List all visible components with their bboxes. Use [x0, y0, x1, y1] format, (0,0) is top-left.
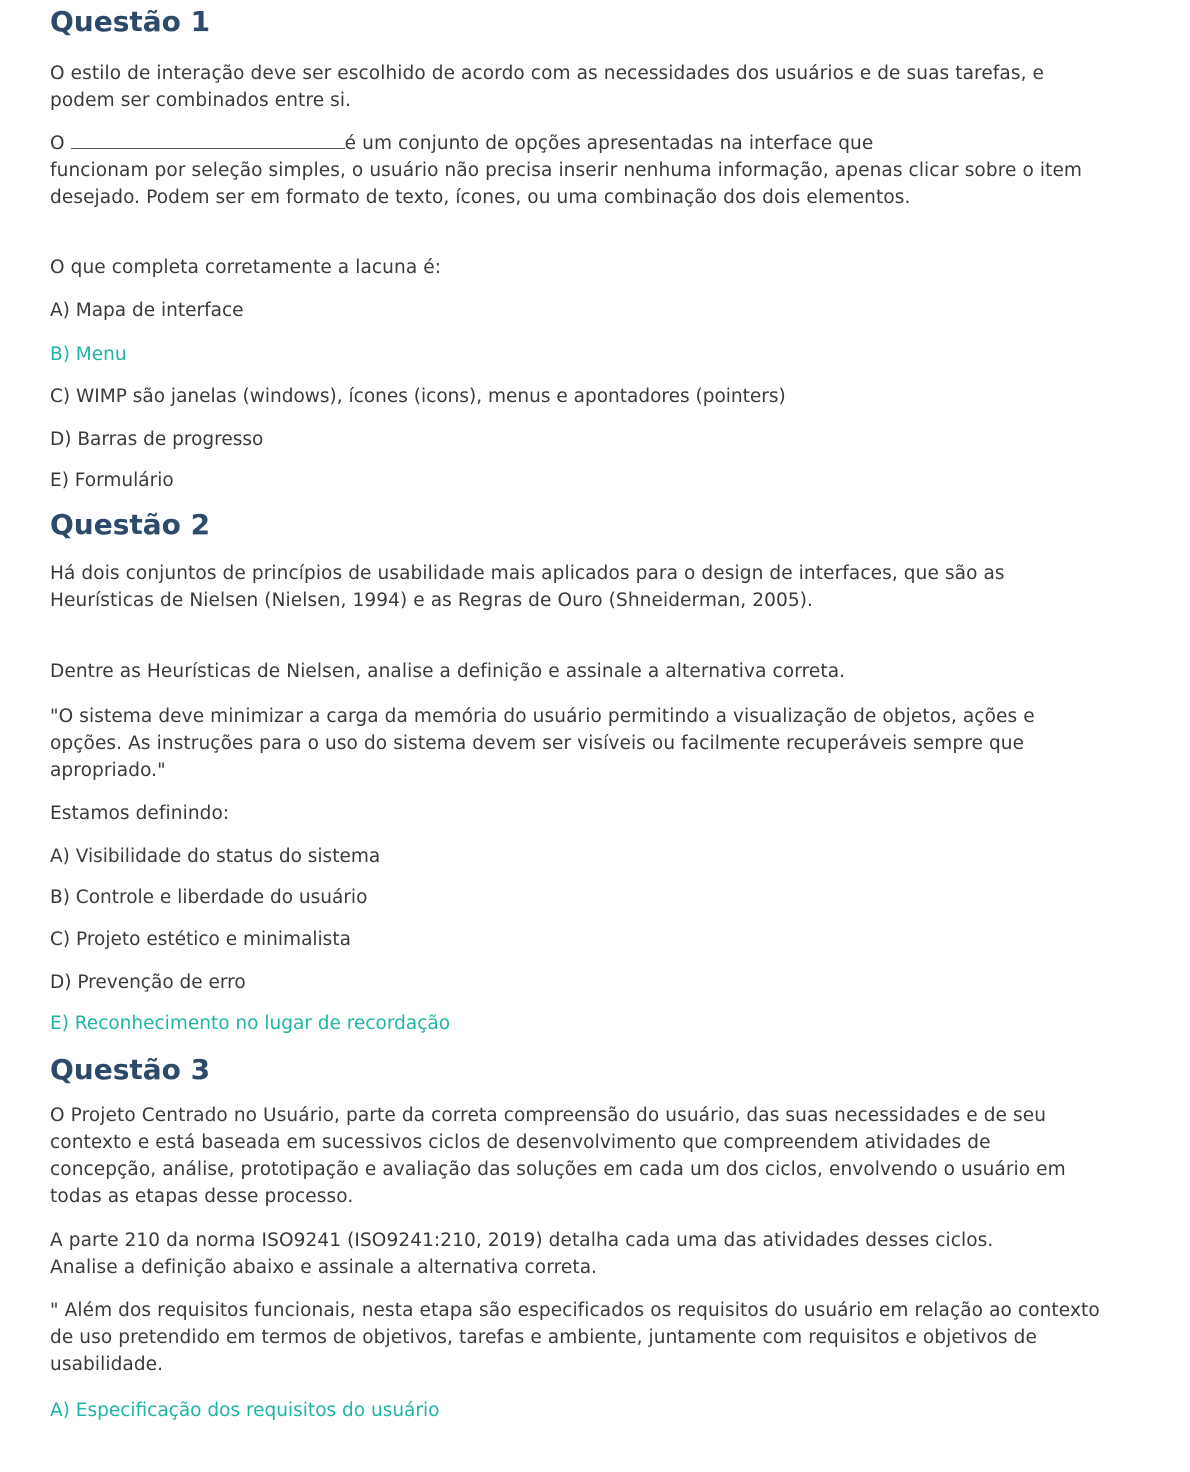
- question-1-prompt: O que completa corretamente a lacuna é:: [50, 257, 442, 278]
- question-1-option-d[interactable]: D) Barras de progresso: [50, 429, 264, 450]
- question-2-quote: "O sistema deve minimizar a carga da memória do usuário permitindo a visualização de objetos, ações e opções. As instruções para o uso do sistema devem ser visíveis ou facilmente recuperáveis sempre que apropriado.": [50, 706, 1035, 781]
- question-3-instruction: A parte 210 da norma ISO9241 (ISO9241:210, 2019) detalha cada uma das atividades desses ciclos. Analise a definição abaixo e assinale a alternativa correta.: [50, 1230, 994, 1278]
- question-1-title: Questão 1: [50, 5, 211, 38]
- statement-line1: é um conjunto de opções apresentadas na interface que: [344, 133, 874, 154]
- question-2-option-e[interactable]: E) Reconhecimento no lugar de recordação: [50, 1013, 451, 1034]
- statement-continuation: funcionam por seleção simples, o usuário não precisa inserir nenhuma informação, apenas clicar sobre o item desejado. Podem ser em formato de texto, ícones, ou uma combinação dos dois elementos.: [50, 160, 1083, 208]
- question-2-prompt: Estamos definindo:: [50, 803, 230, 824]
- question-1-statement: [50, 130, 1095, 211]
- question-2-option-b[interactable]: B) Controle e liberdade do usuário: [50, 887, 368, 908]
- question-2-intro: Há dois conjuntos de princípios de usabilidade mais aplicados para o design de interfaces, que são as Heurísticas de Nielsen (Nielsen, 1994) e as Regras de Ouro (Shneiderman, 2005).: [50, 563, 1005, 611]
- question-1-intro: O estilo de interação deve ser escolhido de acordo com as necessidades dos usuários e de suas tarefas, e podem ser combinados entre si.: [50, 63, 1045, 111]
- question-2-instruction: Dentre as Heurísticas de Nielsen, analise a definição e assinale a alternativa correta.: [50, 661, 846, 682]
- question-2-option-d[interactable]: D) Prevenção de erro: [50, 972, 246, 993]
- question-2-option-c[interactable]: C) Projeto estético e minimalista: [50, 929, 351, 950]
- answer-blank: [71, 130, 345, 149]
- question-1-option-a[interactable]: A) Mapa de interface: [50, 300, 244, 321]
- question-1-option-b[interactable]: B) Menu: [50, 344, 127, 365]
- question-3-quote: " Além dos requisitos funcionais, nesta etapa são especificados os requisitos do usuário em relação ao contexto de uso pretendido em termos de objetivos, tarefas e ambiente, juntamente com requisitos e objetivos de usabilidade.: [50, 1300, 1100, 1375]
- question-1-option-e[interactable]: E) Formulário: [50, 470, 174, 491]
- question-1-option-c[interactable]: C) WIMP são janelas (windows), ícones (icons), menus e apontadores (pointers): [50, 386, 786, 407]
- question-3-option-a[interactable]: A) Especificação dos requisitos do usuário: [50, 1400, 440, 1421]
- question-3-intro: O Projeto Centrado no Usuário, parte da correta compreensão do usuário, das suas necessidades e de seu contexto e está baseada em sucessivos ciclos de desenvolvimento que compreendem atividades de concepção, análise, prototipação e avaliação das soluções em cada um dos ciclos, envolvendo o usuário em todas as etapas desse processo.: [50, 1105, 1066, 1207]
- statement-article: O: [50, 133, 65, 154]
- question-2-title: Questão 2: [50, 508, 211, 541]
- question-2-option-a[interactable]: A) Visibilidade do status do sistema: [50, 846, 381, 867]
- question-3-title: Questão 3: [50, 1053, 211, 1086]
